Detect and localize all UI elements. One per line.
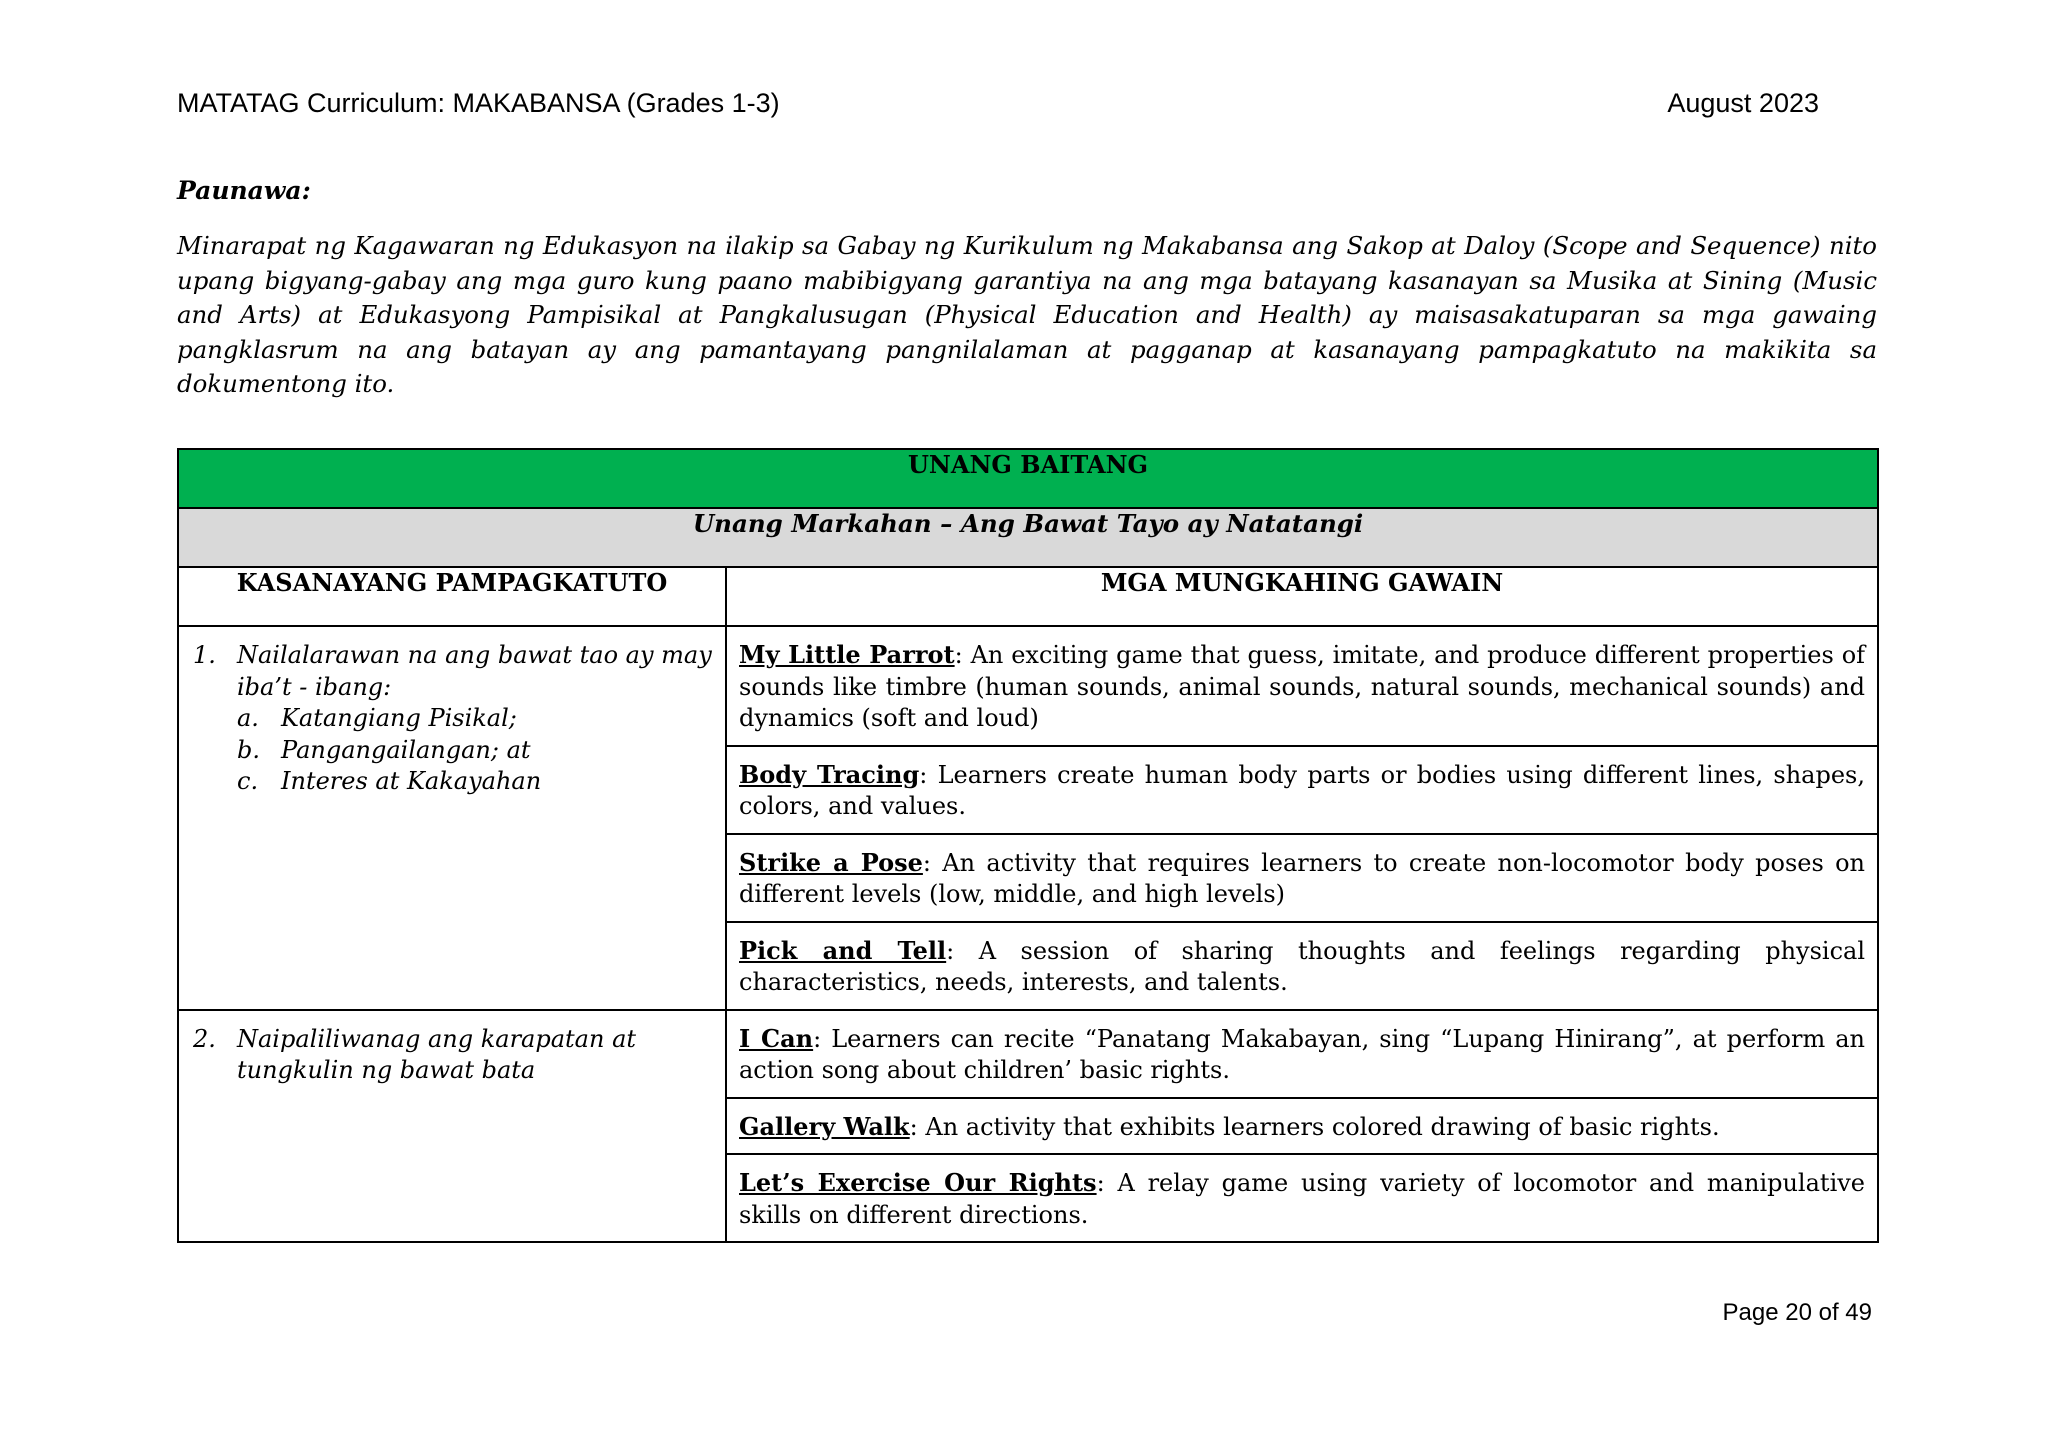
list-item — [237, 766, 715, 798]
activity-title: Pick and Tell — [739, 935, 947, 965]
competency-number: 1. — [193, 641, 216, 669]
activity-title: Body Tracing — [739, 759, 920, 789]
competency-cell — [178, 1010, 726, 1243]
competency-cell — [178, 626, 726, 1010]
sub-item-letter: b. — [237, 735, 260, 764]
activity-title: My Little Parrot — [739, 640, 955, 669]
list-item — [237, 735, 715, 767]
sub-item-text: Pangangailangan; at — [281, 735, 531, 764]
activity-description: : An activity that requires learners to create non-locomotor body poses on different levels (low, middle, and high levels) — [739, 848, 1866, 908]
activity-cell — [726, 746, 1878, 834]
competency-text: Nailalarawan na ang bawat tao ay may iba’t - ibang: — [237, 641, 712, 701]
column-header-row — [178, 567, 1878, 626]
activity-cell — [726, 834, 1878, 922]
quarter-row — [178, 508, 1878, 567]
table-row — [178, 1010, 1878, 1098]
activity-cell — [726, 922, 1878, 1010]
notice-body: Minarapat ng Kagawaran ng Edukasyon na ilakip sa Gabay ng Kurikulum ng Makabansa ang Sakop at Daloy (Scope and Sequence) nito upang bigyang-gabay ang mga guro kung paano mabibigyang garantiya na ang mga batayang kasanayan sa Musika at Sining (Music and Arts) at Edukasyong Pampisikal at Pangkalusugan (Physical Education and Health) ay maisasakatuparan sa mga gawaing pangklasrum na ang batayan ay ang pamantayang pangnilalaman at pagganap at kasanayang pampagkatuto na makikita sa dokumentong ito. — [177, 231, 1877, 398]
sub-item-letter: c. — [237, 767, 259, 795]
competency-item — [193, 1024, 715, 1087]
grade-row — [178, 449, 1878, 508]
competency-text: Naipaliliwanag ang karapatan at tungkulin ng bawat bata — [237, 1024, 637, 1084]
grade-heading: UNANG BAITANG — [178, 449, 1878, 508]
list-item — [237, 703, 715, 735]
column-header-competency: KASANAYANG PAMPAGKATUTO — [178, 567, 726, 626]
sub-item-letter: a. — [237, 704, 259, 732]
activity-title: Gallery Walk — [739, 1111, 910, 1141]
quarter-heading: Unang Markahan – Ang Bawat Tayo ay Natatangi — [178, 508, 1878, 567]
activity-cell — [726, 1154, 1878, 1242]
document-header-date: August 2023 — [1667, 88, 1819, 118]
activity-title: I Can — [739, 1023, 814, 1053]
table-row — [178, 626, 1878, 746]
activity-description: : A relay game using variety of locomotor and manipulative skills on different directions. — [739, 1169, 1865, 1229]
sub-item-text: Katangiang Pisikal; — [281, 704, 517, 732]
competency-item — [193, 640, 715, 703]
activity-description: : Learners create human body parts or bodies using different lines, shapes, colors, and values. — [739, 760, 1866, 820]
activity-description: : An activity that exhibits learners colored drawing of basic rights. — [909, 1112, 1720, 1141]
curriculum-table — [177, 448, 1879, 1243]
activity-description: : A session of sharing thoughts and feelings regarding physical characteristics, needs, interests, and talents. — [739, 936, 1866, 996]
activity-cell — [726, 626, 1878, 746]
activity-title: Let’s Exercise Our Rights — [739, 1168, 1097, 1197]
activity-cell — [726, 1098, 1878, 1155]
sub-item-text: Interes at Kakayahan — [281, 767, 542, 795]
activity-description: : An exciting game that guess, imitate, and produce different properties of sounds like timbre (human sounds, animal sounds, natural sounds, mechanical sounds) and dynamics (soft and loud) — [739, 641, 1866, 732]
notice-title: Paunawa: — [177, 176, 311, 205]
document-header-title: MATATAG Curriculum: MAKABANSA (Grades 1-3) — [177, 88, 780, 118]
column-header-activities: MGA MUNGKAHING GAWAIN — [726, 567, 1878, 626]
competency-sublist — [237, 703, 715, 798]
activity-description: : Learners can recite “Panatang Makabayan, sing “Lupang Hinirang”, at perform an action song about children’ basic rights. — [739, 1024, 1866, 1084]
activity-title: Strike a Pose — [739, 847, 923, 877]
activity-cell — [726, 1010, 1878, 1098]
page-number: Page 20 of 49 — [1722, 1299, 1872, 1326]
competency-number: 2. — [193, 1024, 216, 1053]
